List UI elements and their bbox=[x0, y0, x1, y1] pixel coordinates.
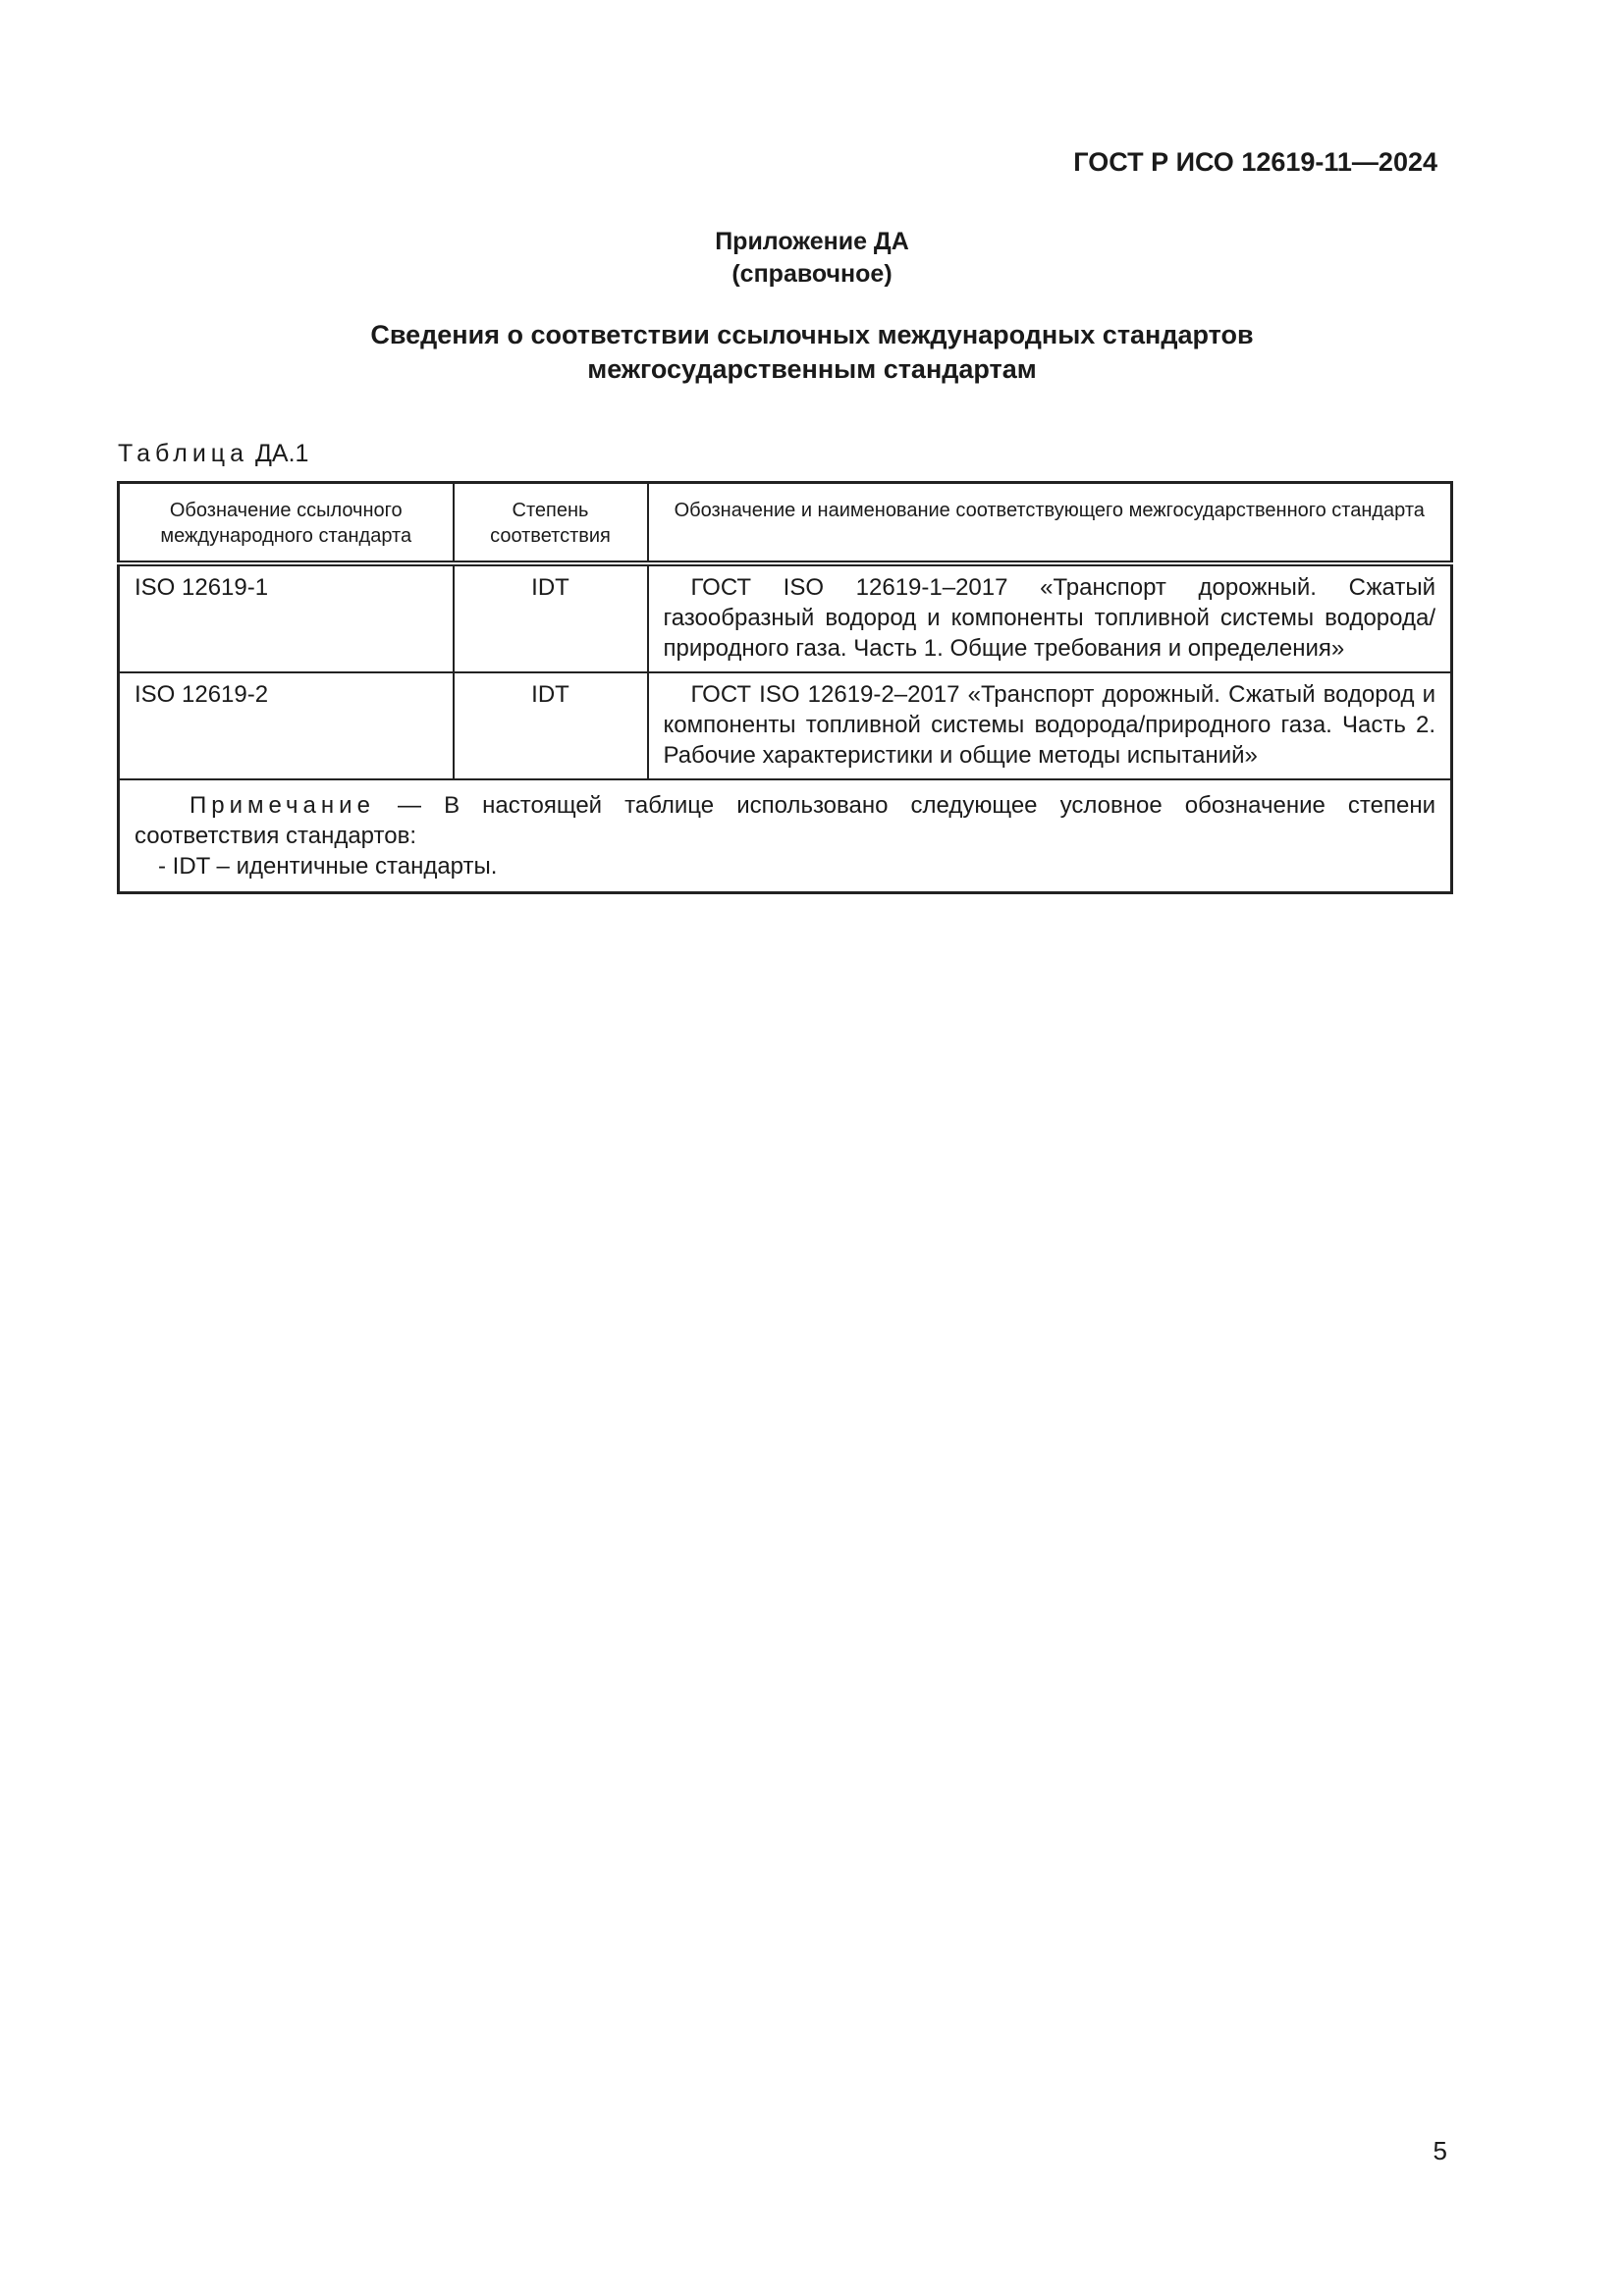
note-label: Примечание bbox=[189, 792, 375, 819]
table-caption bbox=[118, 440, 308, 468]
standards-correspondence-table bbox=[117, 481, 1453, 894]
cell-degree: IDT bbox=[454, 563, 648, 672]
header-designation: Обозначение ссылочного международного стандарта bbox=[119, 483, 454, 564]
document-code: ГОСТ Р ИСО 12619-11—2024 bbox=[1073, 147, 1437, 177]
header-degree: Степень соответствия bbox=[454, 483, 648, 564]
cell-designation: ISO 12619-1 bbox=[119, 563, 454, 672]
annex-subtitle: (справочное) bbox=[731, 260, 893, 288]
annex-heading bbox=[0, 226, 1624, 291]
page-number: 5 bbox=[1433, 2136, 1447, 2165]
note-item: - IDT – идентичные стандарты. bbox=[158, 853, 498, 880]
cell-name bbox=[648, 563, 1452, 672]
header-name: Обозначение и наименование соответствующего межгосударственного стандарта bbox=[648, 483, 1452, 564]
table-row bbox=[119, 672, 1452, 779]
table-note-row bbox=[119, 779, 1452, 893]
cell-degree: IDT bbox=[454, 672, 648, 779]
table-header-row bbox=[119, 483, 1452, 564]
cell-name bbox=[648, 672, 1452, 779]
note-paragraph bbox=[135, 790, 1435, 851]
cell-name-text: ГОСТ ISO 12619-1–2017 «Транспорт дорожный. Сжатый газообразный водород и компоненты топливной системы водорода/природного газа. Часть 1. Общие требования и определения» bbox=[663, 574, 1435, 662]
note-text: — В настоящей таблице использовано следующее условное обозначение степени соответствия стандартов: bbox=[135, 792, 1436, 849]
section-title-line-2: межгосударственным стандартам bbox=[587, 354, 1037, 384]
section-title bbox=[0, 318, 1624, 387]
table-caption-word: Таблица bbox=[118, 440, 249, 467]
table-note bbox=[119, 779, 1452, 893]
table-row bbox=[119, 563, 1452, 672]
table-caption-number: ДА.1 bbox=[254, 440, 309, 467]
section-title-line-1: Сведения о соответствии ссылочных международных стандартов bbox=[370, 320, 1254, 349]
annex-title: Приложение ДА bbox=[715, 228, 909, 255]
cell-designation: ISO 12619-2 bbox=[119, 672, 454, 779]
cell-name-text: ГОСТ ISO 12619-2–2017 «Транспорт дорожный. Сжатый водород и компоненты топливной системы водорода/природного газа. Часть 2. Рабочие характеристики и общие методы испытаний» bbox=[663, 681, 1435, 769]
